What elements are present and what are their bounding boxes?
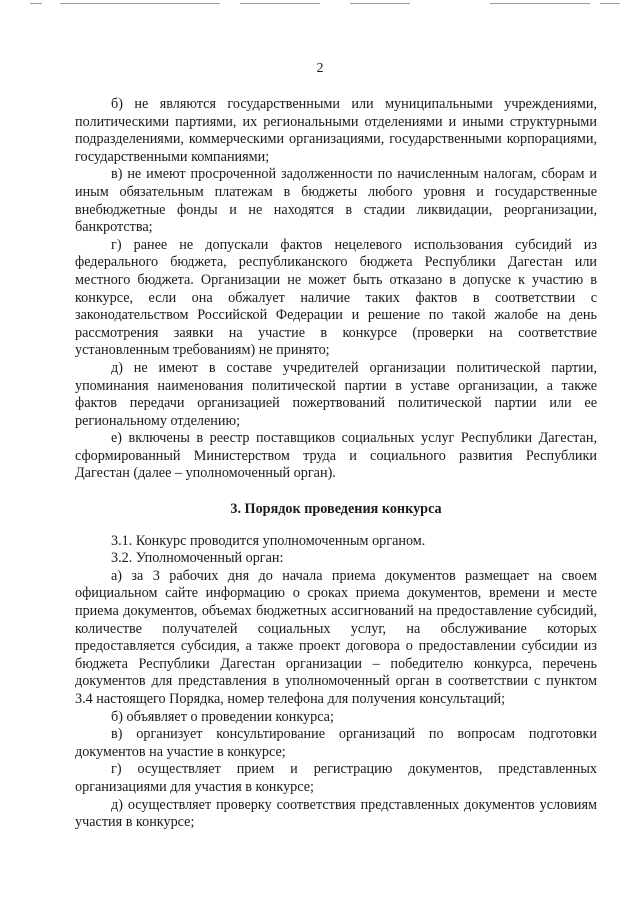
paragraph-v-no-debt: в) не имеют просроченной задолженности по начисленным налогам, сборам и иным обязательным платежам в бюджеты любого уровня и государственные внебюджетные фонды и не находятся в стадии ликвидации, реорганизации, банкротства; [75,166,597,236]
paragraph-e-registry: е) включены в реестр поставщиков социальных услуг Республики Дагестан, сформированный Министерством труда и социального развития Республики Дагестан (далее – уполномоченный орган). [75,430,597,482]
scan-artifact-marks [0,0,640,12]
paragraph-3-2-a: а) за 3 рабочих дня до начала приема документов размещает на своем официальном сайте информацию о сроках приема документов, времени и месте приема документов, объемах бюджетных ассигнований на предоставление субсидий, количестве получателей социальных услуг, на обслуживание которых предоставляется субсидия, а также проект договора о предоставлении субсидии из бюджета Республики Дагестан организации – победителю конкурса, перечень документов для представления в уполномоченный орган в соответствии с пунктом 3.4 настоящего Порядка, номер телефона для получения консультаций; [75,567,597,707]
section-heading: 3. Порядок проведения конкурса [230,501,442,518]
paragraph-3-2-b: б) объявляет о проведении конкурса; [111,708,334,725]
document-body [75,96,597,832]
page-number: 2 [316,61,324,76]
paragraph-3-2-v: в) организует консультирование организаций по вопросам подготовки документов на участие в конкурсе; [75,726,597,760]
paragraph-b-eligibility: б) не являются государственными или муниципальными учреждениями, политическими партиями, их региональными отделениями и иными структурными подразделениями, коммерческими организациями, государственными корпорациями, государственными компаниями; [75,96,597,165]
paragraph-3-2-d: д) осуществляет проверку соответствия представленных документов условиям участия в конкурсе; [75,796,597,831]
paragraph-d-no-political: д) не имеют в составе учредителей организации политической партии, упоминания наименования политической партии в уставе организации, а также фактов передачи организацией пожертвований политической партии или ее региональному отделению; [75,359,597,429]
paragraph-3-2-g: г) осуществляет прием и регистрацию документов, представленных организациями для участия в конкурсе; [75,761,597,795]
paragraph-3-1: 3.1. Конкурс проводится уполномоченным органом. [111,532,426,549]
paragraph-g-no-misuse: г) ранее не допускали фактов нецелевого использования субсидий из федерального бюджета, республиканского бюджета Республики Дагестан или местного бюджета. Организации не может быть отказано в допуске к участию в конкурсе, если она обжалует наличие таких фактов в соответствии с законодательством Российской Федерации и решение по такой жалобе на день рассмотрения заявки на участие в конкурсе (проверки на соответствие установленным требованиям) не принято; [75,236,597,359]
paragraph-3-2: 3.2. Уполномоченный орган: [111,550,284,567]
